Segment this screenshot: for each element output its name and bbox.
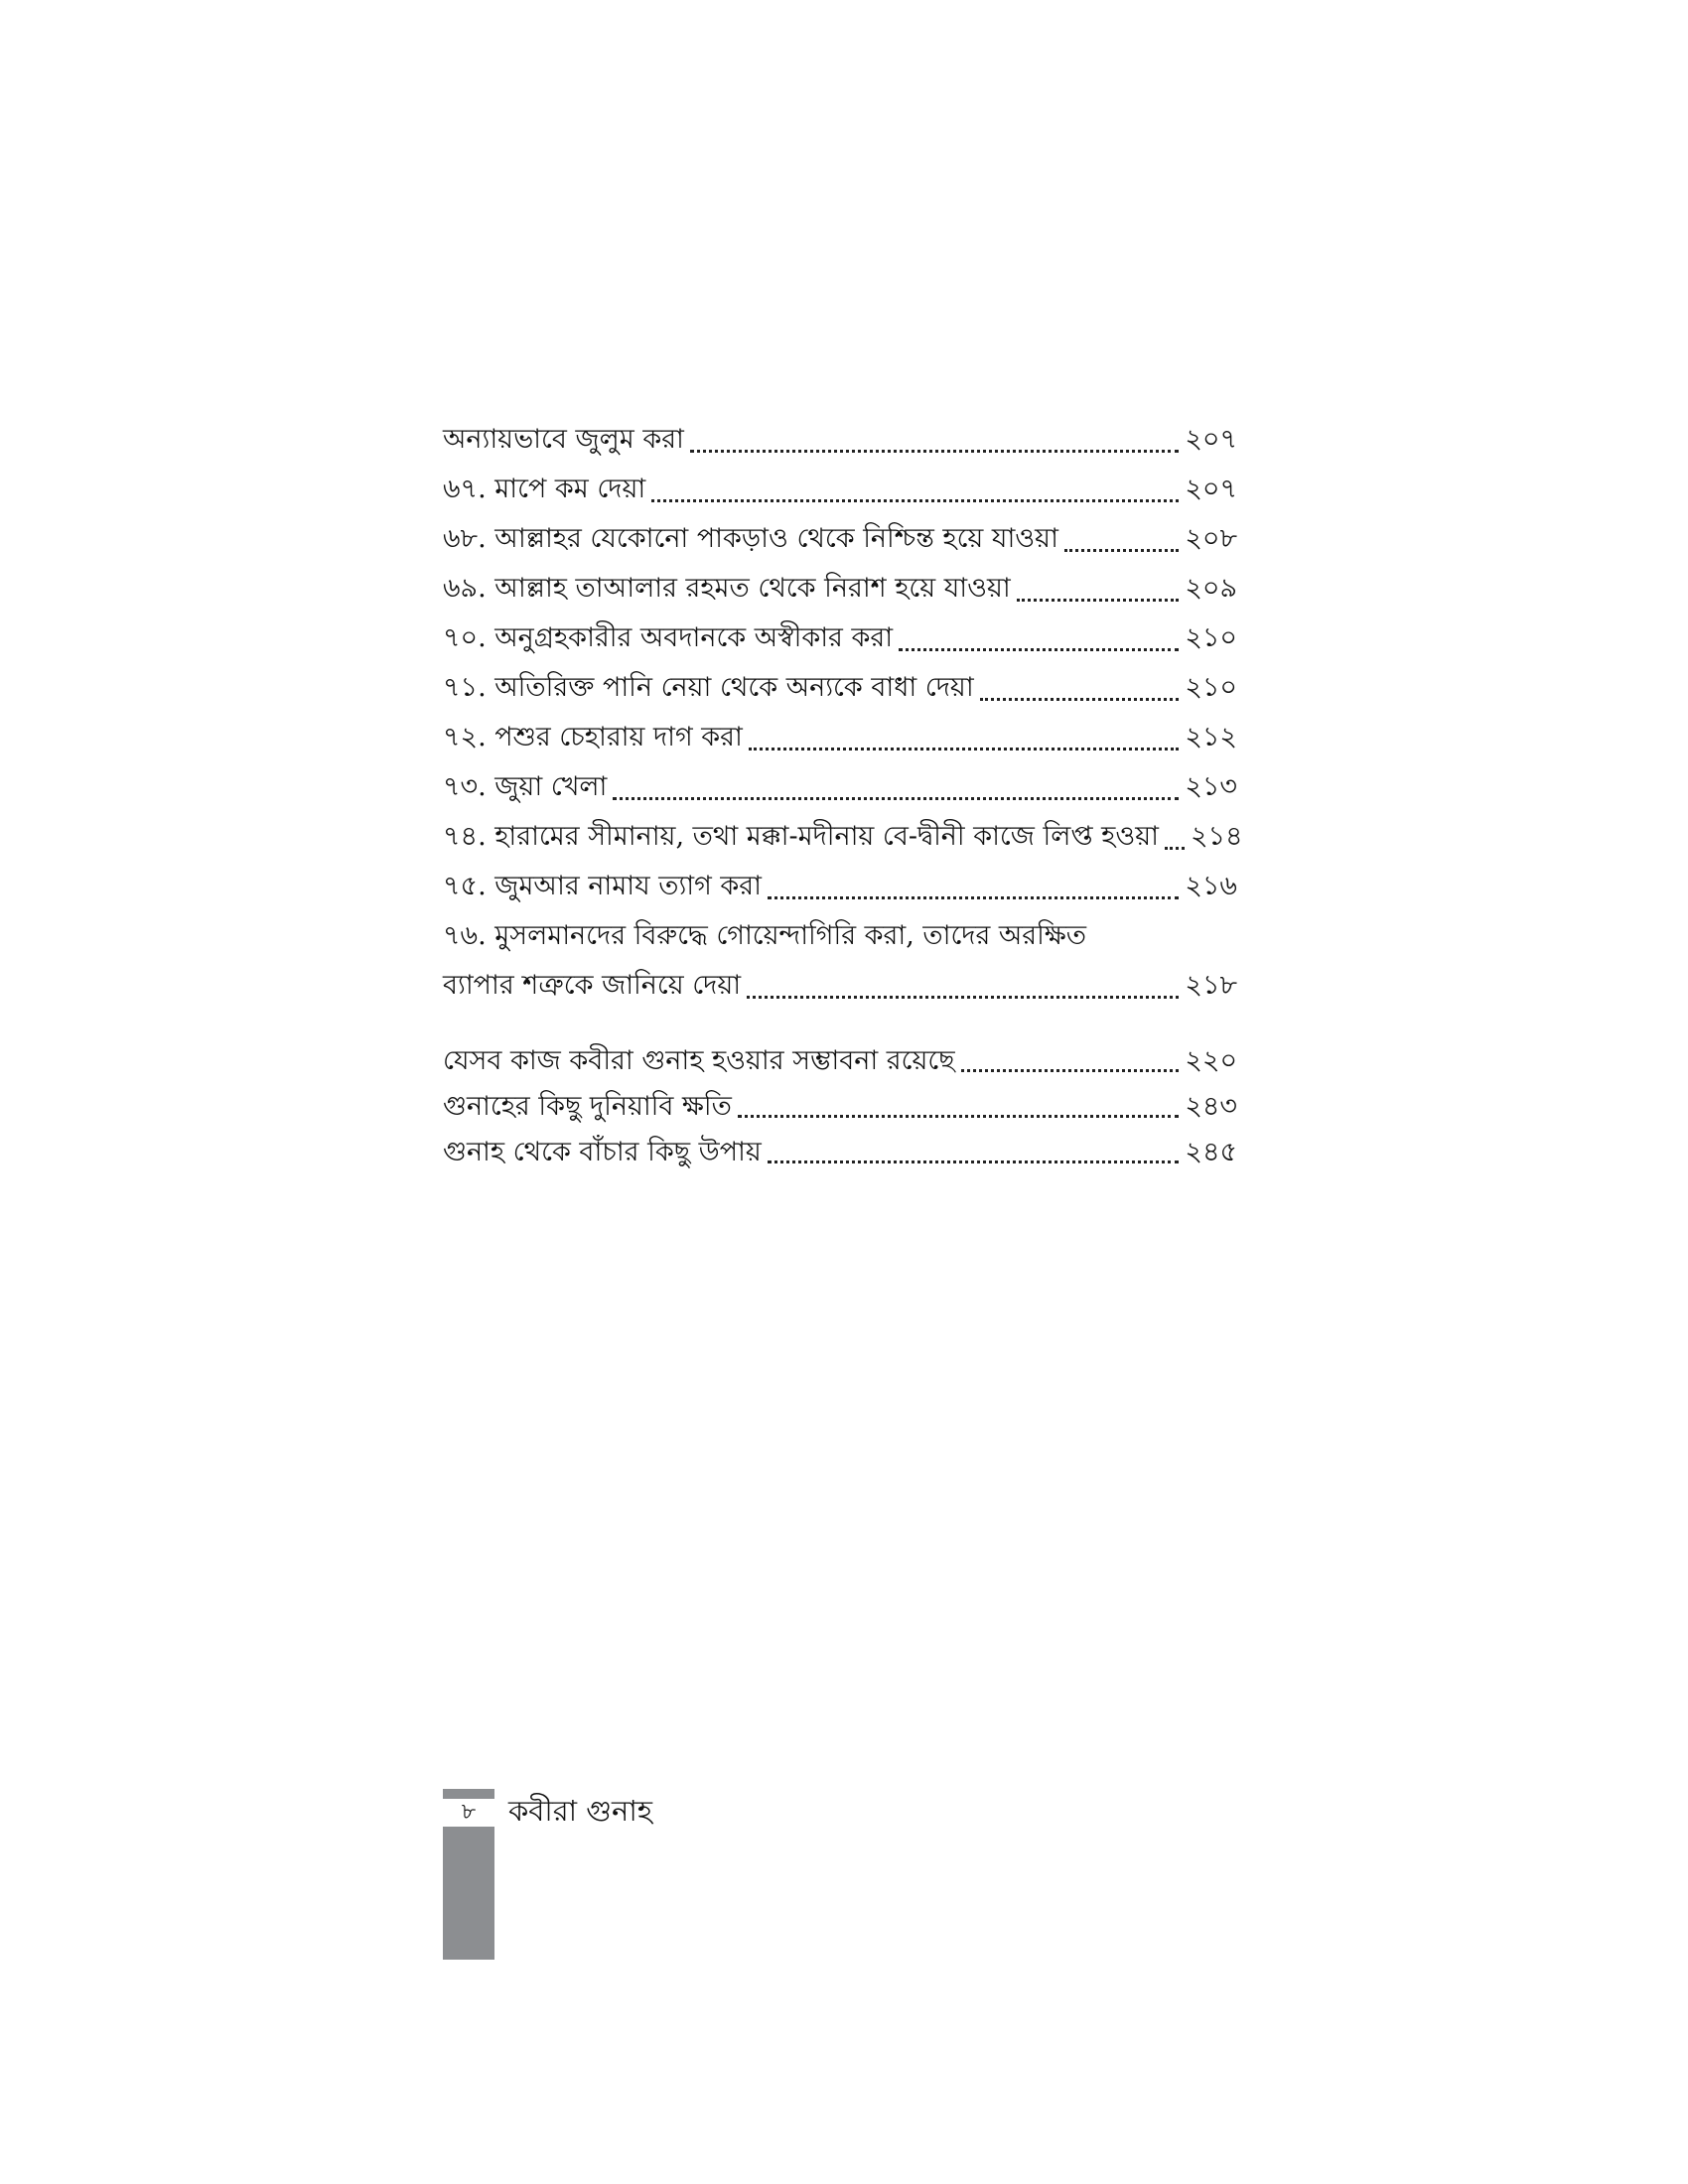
toc-entry-title-line2: ব্যাপার শত্রুকে জানিয়ে দেয়া	[443, 970, 742, 1001]
toc-entry-page: ২১০	[1185, 672, 1237, 703]
toc-entry-multiline-second	[443, 961, 1237, 1011]
toc-entry	[443, 465, 1237, 514]
toc-entry-title: অন্যায়ভাবে জুলুম করা	[443, 424, 684, 455]
toc-entry-title: গুনাহ থেকে বাঁচার কিছু উপায়	[443, 1137, 762, 1167]
toc-leader-dots	[768, 896, 1179, 899]
toc-entry-page: ২০৭	[1185, 424, 1237, 455]
toc-leader-dots	[613, 797, 1179, 800]
table-of-contents	[443, 415, 1243, 1175]
toc-entry	[443, 862, 1237, 911]
toc-entry	[443, 564, 1237, 614]
toc-group-appendix	[443, 1038, 1237, 1175]
toc-entry	[443, 514, 1237, 564]
toc-entry	[443, 663, 1237, 713]
toc-entry-title: ৬৯. আল্লাহ তাআলার রহমত থেকে নিরাশ হয়ে যাওয়া	[443, 573, 1011, 604]
toc-entry	[443, 1130, 1237, 1175]
toc-entry-title: ৭৪. হারামের সীমানায়, তথা মক্কা-মদীনায় বে-দ্বীনী কাজে লিপ্ত হওয়া	[443, 821, 1159, 852]
toc-entry-page: ২০৯	[1185, 573, 1237, 604]
toc-leader-dots	[980, 698, 1180, 701]
toc-entry	[443, 812, 1243, 862]
toc-entry	[443, 762, 1237, 812]
toc-group-chapters	[443, 415, 1243, 1011]
toc-leader-dots	[961, 1069, 1180, 1072]
toc-entry-title: ৭৫. জুমআর নামায ত্যাগ করা	[443, 871, 762, 901]
toc-entry-title: যেসব কাজ কবীরা গুনাহ হওয়ার সম্ভাবনা রয়েছে	[443, 1045, 955, 1076]
toc-entry-title: ৭০. অনুগ্রহকারীর অবদানকে অস্বীকার করা	[443, 622, 894, 653]
toc-entry-page: ২১৬	[1185, 871, 1237, 901]
toc-entry	[443, 415, 1237, 465]
toc-entry-page: ২১৮	[1185, 970, 1237, 1001]
toc-entry	[443, 713, 1237, 762]
toc-leader-dots	[690, 450, 1179, 453]
toc-entry-page: ২১৪	[1190, 821, 1243, 852]
toc-entry-title: ৭১. অতিরিক্ত পানি নেয়া থেকে অন্যকে বাধা দেয়া	[443, 672, 974, 703]
toc-entry-multiline-first	[443, 911, 1237, 961]
toc-leader-dots	[899, 648, 1179, 651]
toc-entry-title: ৭২. পশুর চেহারায় দাগ করা	[443, 722, 743, 752]
toc-entry-title-line1: ৭৬. মুসলমানদের বিরুদ্ধে গোয়েন্দাগিরি করা, তাদের অরক্ষিত	[443, 920, 1087, 951]
toc-entry-page: ২২০	[1185, 1045, 1237, 1076]
toc-entry-title: ৬৮. আল্লাহর যেকোনো পাকড়াও থেকে নিশ্চিন্ত হয়ে যাওয়া	[443, 523, 1058, 554]
toc-entry-title: ৭৩. জুয়া খেলা	[443, 771, 608, 802]
toc-entry-page: ২০৭	[1185, 474, 1237, 504]
footer-page-number: ৮	[443, 1799, 494, 1827]
toc-entry-title: গুনাহের কিছু দুনিয়াবি ক্ষতি	[443, 1091, 732, 1122]
toc-leader-dots	[749, 748, 1180, 751]
toc-entry	[443, 614, 1237, 663]
toc-entry-page: ২১৩	[1185, 771, 1237, 802]
toc-entry-page: ২৪৫	[1185, 1137, 1237, 1167]
toc-leader-dots	[738, 1115, 1179, 1118]
toc-leader-dots	[1165, 847, 1185, 850]
toc-entry-title: ৬৭. মাপে কম দেয়া	[443, 474, 646, 504]
toc-entry	[443, 1038, 1237, 1084]
toc-leader-dots	[1064, 549, 1179, 552]
toc-entry-page: ২১০	[1185, 622, 1237, 653]
toc-entry	[443, 1084, 1237, 1130]
toc-leader-dots	[747, 996, 1179, 999]
toc-leader-dots	[768, 1160, 1180, 1163]
toc-leader-dots	[1017, 599, 1180, 602]
toc-leader-dots	[651, 499, 1179, 502]
toc-entry-page: ২১২	[1185, 722, 1237, 752]
toc-entry-page: ২০৮	[1185, 523, 1237, 554]
toc-entry-page: ২৪৩	[1185, 1091, 1237, 1122]
footer-book-title: কবীরা গুনাহ	[508, 1794, 652, 1828]
